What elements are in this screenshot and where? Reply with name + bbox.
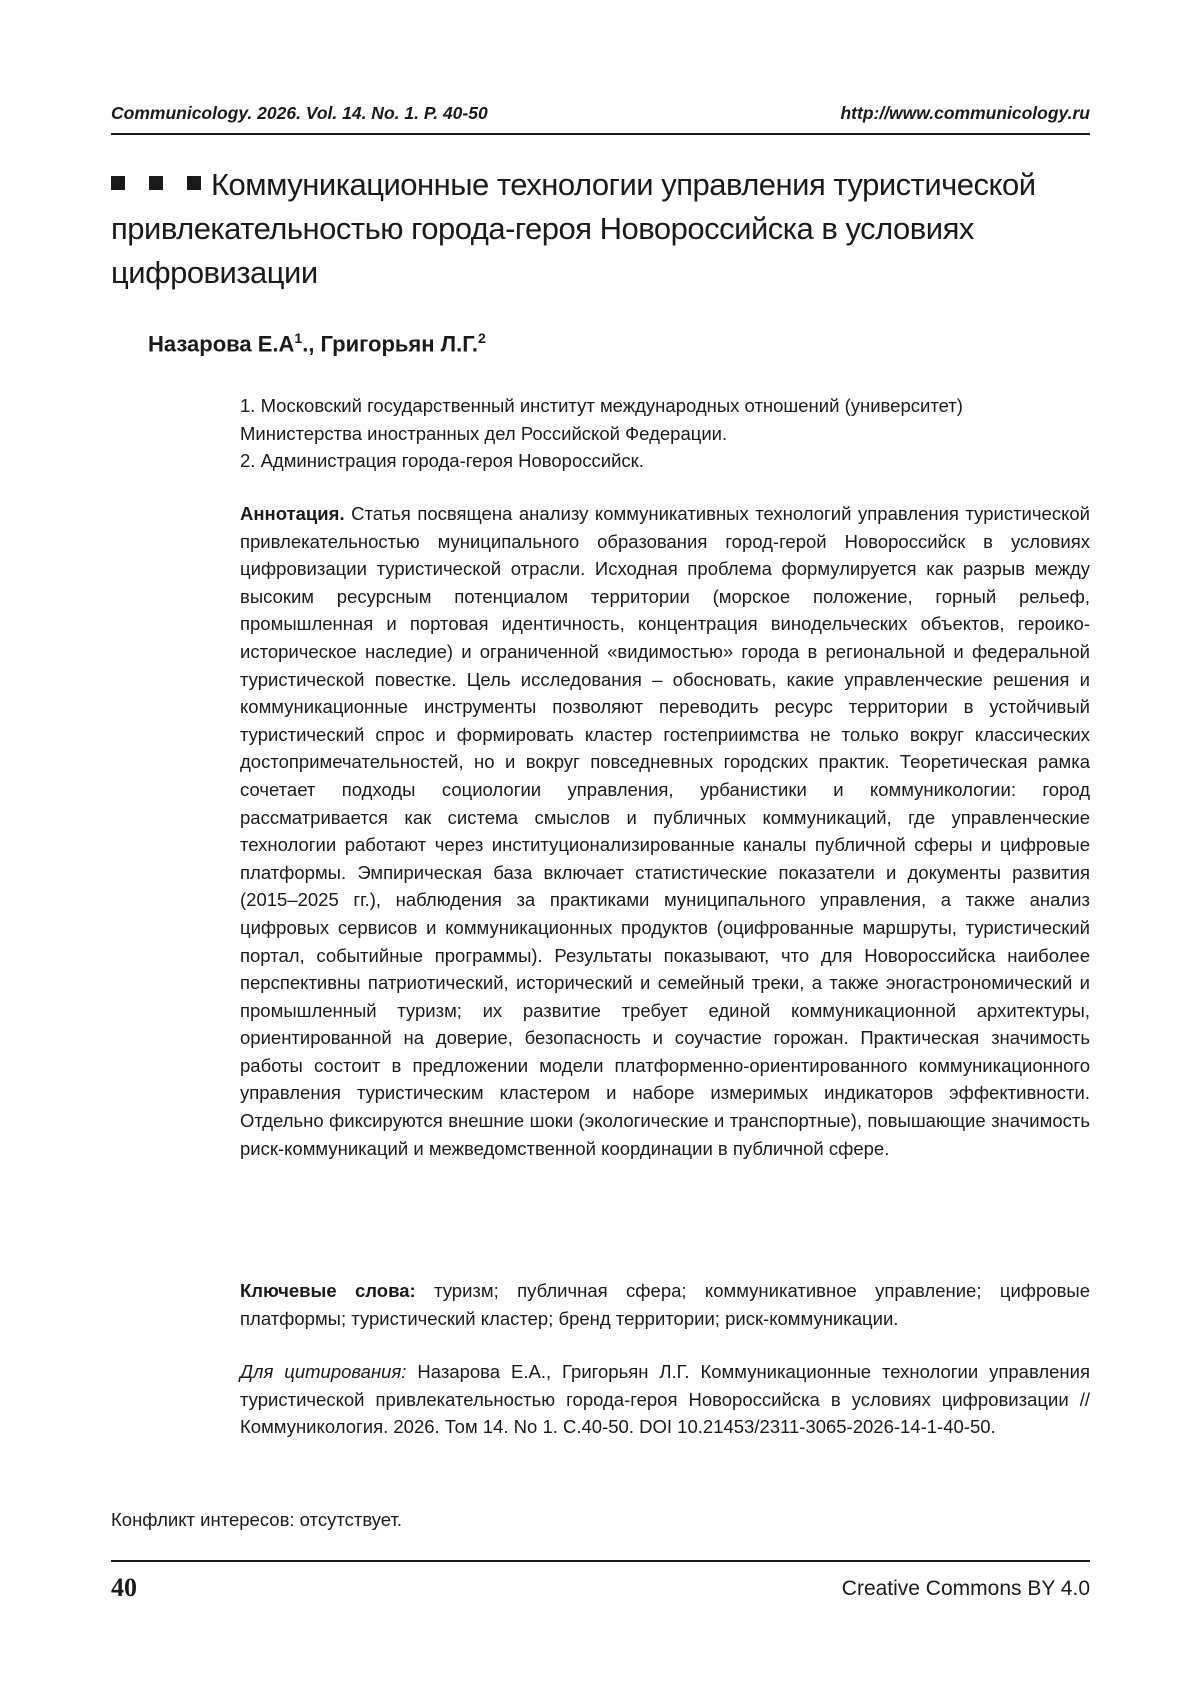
keywords-text: туризм; публичная сфера; коммуникативное управление; цифровые платформы; туристический кластер; бренд территории; риск-коммуникации.: [240, 1280, 1090, 1329]
abstract-label: Аннотация.: [240, 503, 345, 524]
affiliation-1: 1. Московский государственный институт международных отношений (университет) Министерства иностранных дел Российской Федерации.: [240, 395, 963, 444]
affiliations: [240, 392, 1090, 475]
article-title: [111, 163, 1101, 295]
journal-url[interactable]: http://www.communicology.ru: [840, 103, 1090, 123]
square-bullet-icon: [187, 176, 201, 190]
author-1: Назарова Е.А: [148, 331, 295, 357]
abstract-text: Статья посвящена анализу коммуникативных технологий управления туристической привлекательностью муниципального образования город-герой Новороссийск в условиях цифровизации туристической отрасли. Исходная проблема формулируется как разрыв между высоким ресурсным потенциалом территории (морское положение, горный рельеф, промышленная и портовая идентичность, концентрация винодельческих объектов, героико-историческое наследие) и ограниченной «видимостью» города в региональной и федеральной туристической повестке. Цель исследования – обосновать, какие управленческие решения и коммуникационные инструменты позволяют переводить ресурс территории в устойчивый туристический спрос и формировать кластер гостеприимства не только вокруг классических достопримечательностей, но и вокруг повседневных городских практик. Теоретическая рамка сочетает подходы социологии управления, урбанистики и коммуникологии: город рассматривается как система смыслов и публичных коммуникаций, где управленческие технологии работают через институционализированные каналы публичной сферы и цифровые платформы. Эмпирическая база включает статистические показатели и документы развития (2015–2025 гг.), наблюдения за практиками муниципального управления, а также анализ цифровых сервисов и коммуникационных продуктов (оцифрованные маршруты, туристический портал, событийные программы). Результаты показывают, что для Новороссийска наиболее перспективны патриотический, исторический и семейный треки, а также эногастрономический и промышленный туризм; их развитие требует единой коммуникационной архитектуры, ориентированной на доверие, безопасность и соучастие горожан. Практическая значимость работы состоит в предложении модели платформенно-ориентированного коммуникационного управления туристическим кластером и наборе измеримых индикаторов эффективности. Отдельно фиксируются внешние шоки (экологические и транспортные), повышающие значимость риск-коммуникаций и межведомственной координации в публичной сфере.: [240, 503, 1090, 1159]
citation-label: Для цитирования:: [240, 1361, 407, 1382]
article-title-text: Коммуникационные технологии управления туристической привлекательностью города-героя Новороссийска в условиях цифровизации: [111, 167, 1036, 290]
square-bullet-icon: [111, 176, 125, 190]
page-number: 40: [111, 1573, 137, 1602]
keywords: [240, 1277, 1090, 1332]
license-text: Creative Commons BY 4.0: [841, 1577, 1090, 1600]
author-separator: .,: [302, 331, 321, 357]
conflict-of-interest: Конфликт интересов: отсутствует.: [111, 1509, 403, 1530]
title-bullet-marks: [111, 163, 201, 207]
journal-reference: Communicology. 2026. Vol. 14. No. 1. P. 40-50: [111, 103, 488, 123]
author-2-affil-ref: 2: [478, 330, 486, 346]
square-bullet-icon: [149, 176, 163, 190]
citation-doi[interactable]: DOI 10.21453/2311-3065-2026-14-1-40-50.: [639, 1416, 996, 1438]
running-header: [111, 103, 1090, 124]
footer-divider: [111, 1560, 1090, 1562]
author-1-affil-ref: 1: [294, 330, 303, 346]
citation-text: Назарова Е.А., Григорьян Л.Г. Коммуникационные технологии управления туристической привлекательностью города-героя Новороссийска в условиях цифровизации // Коммуникология. 2026. Том 14. No 1. С.40-50.: [240, 1361, 1091, 1438]
abstract: [240, 500, 1090, 1162]
affiliation-2: 2. Администрация города-героя Новороссийск.: [240, 450, 644, 472]
authors-line: [148, 330, 486, 357]
keywords-label: Ключевые слова:: [240, 1280, 416, 1301]
citation: [240, 1358, 1090, 1441]
author-2: Григорьян Л.Г.: [320, 331, 479, 357]
header-divider: [111, 133, 1090, 135]
